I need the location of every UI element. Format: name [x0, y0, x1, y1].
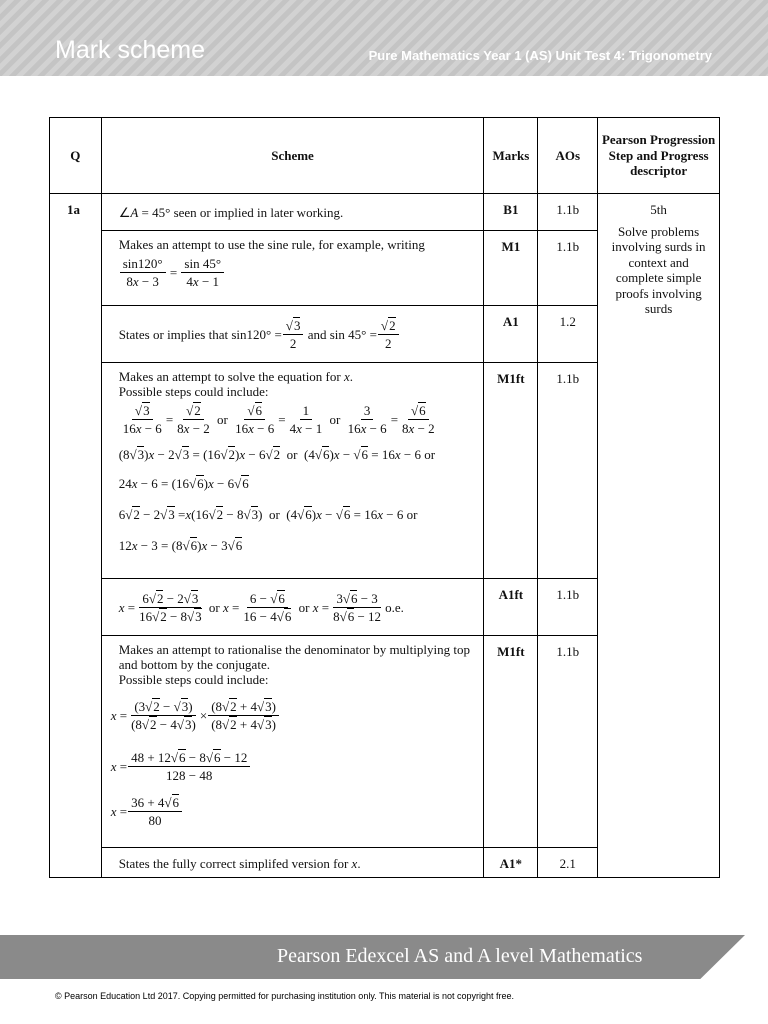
copyright-notice: © Pearson Education Ltd 2017. Copying permitted for purchasing institution only. This material is not copyright free.: [55, 991, 515, 1001]
header-scheme: Scheme: [101, 118, 484, 194]
marks-cell: A1ft: [484, 579, 538, 636]
scheme-cell: Makes an attempt to solve the equation for x. Possible steps could include: $\frac{√3}{16x - 6}$ = $\frac{√2}{8x - 2}$ or $\frac{√6}{16x - 6}$ = $\frac{1}{4x - 1}$ or $\frac{3}{16x - 6}$ = $\frac{√6}{8x - 2}$ (8√ 3 ) x − 2√ 3 = (16√ 2 ) x − 6√ 2 or (4√ 6 ) x − √ 6 = 16 x − 6 or 24 x − 6 = (16√ 6 ) x − 6√ 6 6√ 2 − 2√ 3 = x (16√ 2 − 8√ 3 ) or (4√ 6 ) x − √ 6 = 16 x − 6 or 12 x − 3 = (8√ 6 ) x − 3√ 6: [101, 363, 484, 579]
angle-equation: ∠A = 45°: [118, 204, 171, 220]
equation-line: x = $\frac{(3√2 - √3)}{(8√2 - 4√3)}$ × $\frac{(8√2 + 4√3)}{(8√2 + 4√3)}$: [111, 687, 476, 743]
table-header-row: [50, 118, 720, 194]
scheme-text: o.e.: [385, 599, 404, 615]
scheme-text-2: Possible steps could include:: [118, 672, 269, 687]
equation-line: $\frac{√3}{16x - 6}$ = $\frac{√2}{8x - 2}$ or $\frac{√6}{16x - 6}$ = $\frac{1}{4x - 1}$ or $\frac{3}{16x - 6}$ = $\frac{√6}{8x - 2}$: [122, 402, 435, 436]
scheme-text-2: Possible steps could include:: [118, 384, 269, 399]
scheme-cell: x = $\frac{6√2 - 2√3}{16√2 - 8√3}$ or x = $\frac{6 - √6}{16 - 4√6}$ or x = $\frac{3√6 - 3}{8√6 - 12}$ o.e.: [101, 579, 484, 636]
progression-step: 5th: [650, 202, 667, 217]
table-row: [50, 194, 720, 231]
footer-brand: Pearson Edexcel AS and A level Mathematics: [277, 945, 643, 967]
header-subtitle: Pure Mathematics Year 1 (AS) Unit Test 4: Trigonometry: [368, 48, 712, 63]
scheme-cell: States the fully correct simplifed version for x.: [101, 848, 484, 878]
scheme-text: Makes an attempt to rationalise the denominator by multiplying top and bottom by the conjugate.: [118, 642, 470, 672]
equation-line: x = $\frac{36 + 4√6}{80}$: [111, 789, 476, 833]
connector-or: or: [329, 411, 341, 427]
header-aos: AOs: [538, 118, 598, 194]
scheme-cell: [101, 194, 484, 231]
ao-cell: 1.2: [538, 306, 598, 363]
scheme-text: States or implies that: [118, 326, 229, 342]
header-marks: Marks: [484, 118, 538, 194]
marks-cell: B1: [484, 194, 538, 231]
connector-or: or: [286, 446, 298, 462]
header-pearson: Pearson Progression Step and Progress descriptor: [598, 118, 720, 194]
ao-cell: 1.1b: [538, 636, 598, 848]
connector-or: or: [406, 506, 418, 522]
scheme-text: Makes an attempt to use the sine rule, for example, writing: [118, 237, 425, 252]
connector-and: and: [307, 326, 327, 342]
ao-cell: 1.1b: [538, 363, 598, 579]
page-header: [0, 0, 768, 76]
header-title: Mark scheme: [55, 36, 206, 64]
connector-or: or: [217, 411, 228, 427]
question-number: 1a: [50, 194, 102, 878]
equation-line: 12 x − 3 = (8√ 6 ) x − 3√ 6: [118, 537, 243, 553]
marks-cell: M1ft: [484, 636, 538, 848]
scheme-text: States the fully correct simplifed version for: [118, 856, 349, 871]
scheme-cell: [101, 231, 484, 306]
progression-cell: [598, 194, 720, 878]
equation-line: x = $\frac{48 + 12√6 - 8√6 - 12}{128 - 48}$: [111, 743, 476, 789]
scheme-text: seen or implied in later working.: [173, 204, 344, 220]
scheme-cell: [101, 636, 484, 848]
connector-or: or: [424, 446, 436, 462]
equation-line: 6√ 2 − 2√ 3 = x (16√ 2 − 8√ 3 ) or (4√ 6 ) x − √ 6 = 16 x − 6 or: [118, 506, 418, 522]
ao-cell: 2.1: [538, 848, 598, 878]
marks-cell: A1: [484, 306, 538, 363]
header-q: Q: [50, 118, 102, 194]
ao-cell: 1.1b: [538, 579, 598, 636]
ao-cell: 1.1b: [538, 194, 598, 231]
equation-line: (8√ 3 ) x − 2√ 3 = (16√ 2 ) x − 6√ 2 or (4√ 6 ) x − √ 6 = 16 x − 6 or: [118, 446, 436, 462]
sine-rule-equation: $\frac{\sin 120^\circ}{8x - 3}$ = $\frac{\sin 45^\circ}{4x - 1}$: [119, 252, 476, 292]
connector-or: or: [208, 599, 220, 615]
progression-descriptor: Solve problems involving surds in context and complete simple proofs involving surds: [611, 223, 706, 316]
marks-cell: M1: [484, 231, 538, 306]
mark-scheme-table: [49, 117, 720, 878]
equation-line: 24 x − 6 = (16√ 6 ) x − 6√ 6: [118, 475, 249, 491]
scheme-cell: States or implies that sin120° = $\frac{√3}{2}$ and sin 45° = $\frac{√2}{2}$: [101, 306, 484, 363]
scheme-text: Makes an attempt to solve the equation for: [118, 369, 341, 384]
connector-or: or: [268, 506, 280, 522]
marks-cell: M1ft: [484, 363, 538, 579]
marks-cell: A1*: [484, 848, 538, 878]
ao-cell: 1.1b: [538, 231, 598, 306]
connector-or: or: [298, 599, 310, 615]
